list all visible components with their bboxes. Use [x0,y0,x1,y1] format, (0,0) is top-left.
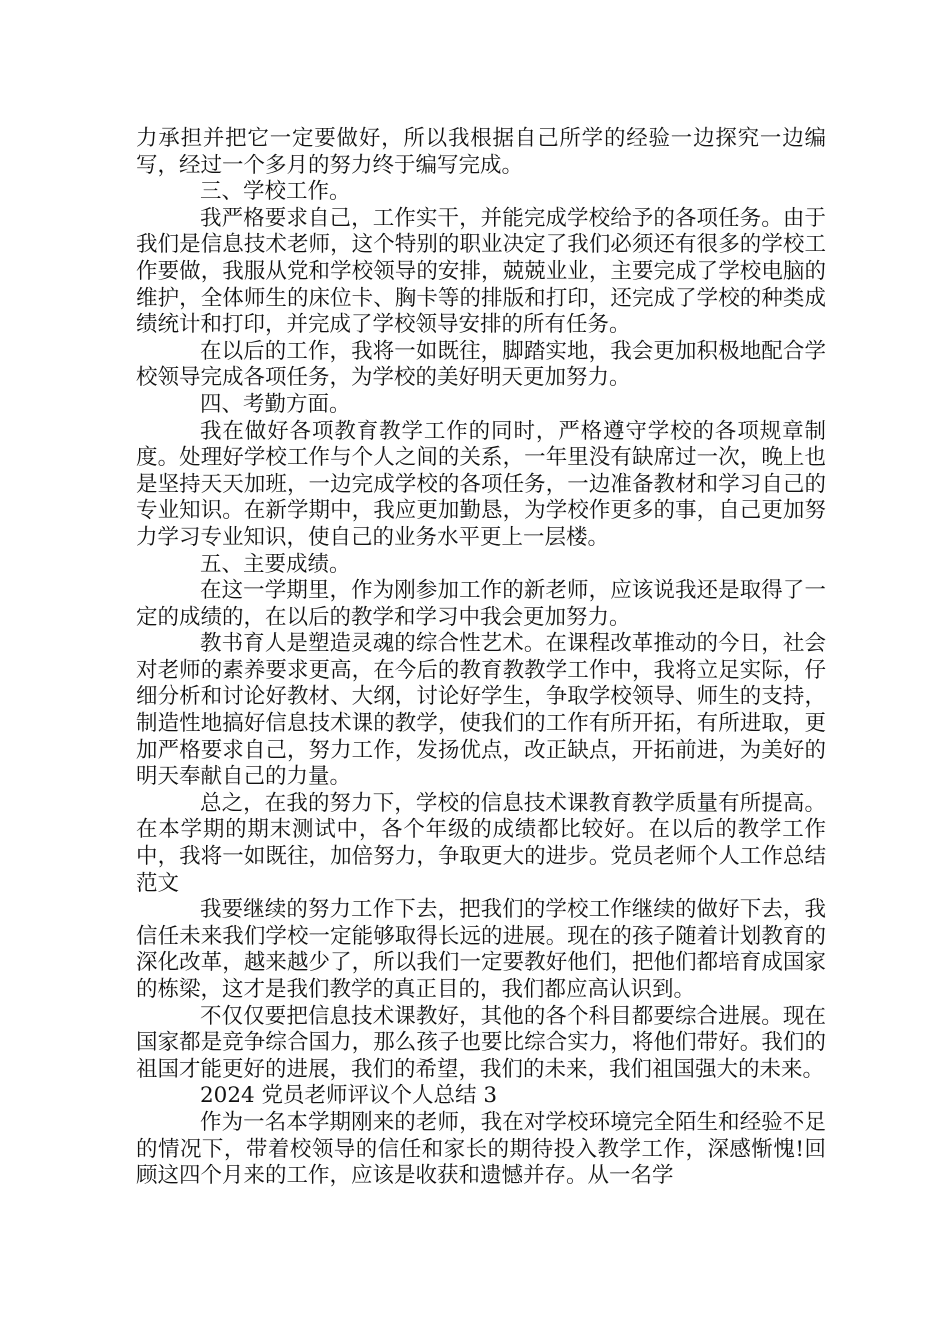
paragraph-5: 在这一学期里，作为刚参加工作的新老师，应该说我还是取得了一定的成绩的，在以后的教学和学习中我会更加努力。 [136,578,826,630]
section-title-summary-3: 2024 党员老师评议个人总结 3 [200,1083,498,1109]
section-heading-achievements: 五、主要成绩。 [200,551,351,577]
paragraph-7: 总之，在我的努力下，学校的信息技术课教育教学质量有所提高。在本学期的期末测试中，各个年级的成绩都比较好。在以后的教学工作中，我将一如既往，加倍努力，争取更大的进步。党员老师个人工作总结范文 [136,790,826,896]
paragraph-4: 我在做好各项教育教学工作的同时，严格遵守学校的各项规章制度。处理好学校工作与个人之间的关系，一年里没有缺席过一次，晚上也是坚持天天加班，一边完成学校的各项任务，一边准备教材和学习自己的专业知识。在新学期中，我应更加勤恳，为学校作更多的事，自己更加努力学习专业知识，使自己的业务水平更上一层楼。 [136,418,826,550]
section-heading-school-work: 三、学校工作。 [200,179,351,205]
paragraph-10: 作为一名本学期刚来的老师，我在对学校环境完全陌生和经验不足的情况下，带着校领导的信任和家长的期待投入教学工作，深感惭愧!回顾这四个月来的工作，应该是收获和遗憾并存。从一名学 [136,1109,826,1189]
paragraph-8: 我要继续的努力工作下去，把我们的学校工作继续的做好下去，我信任未来我们学校一定能够取得长远的进展。现在的孩子随着计划教育的深化改革，越来越少了，所以我们一定要教好他们，把他们都培育成国家的栋梁，这才是我们教学的真正目的，我们都应高认识到。 [136,897,826,1002]
document-body [136,126,826,1190]
paragraph-9: 不仅仅要把信息技术课教好，其他的各个科目都要综合进展。现在国家都是竞争综合国力，那么孩子也要比综合实力，将他们带好。我们的祖国才能更好的进展，我们的希望，我们的未来，我们祖国强大的未来。 [136,1003,826,1082]
paragraph-1: 力承担并把它一定要做好，所以我根据自己所学的经验一边探究一边编写，经过一个多月的努力终于编写完成。 [136,126,826,178]
section-heading-attendance: 四、考勤方面。 [200,391,351,417]
paragraph-3: 在以后的工作，我将一如既往，脚踏实地，我会更加积极地配合学校领导完成各项任务，为学校的美好明天更加努力。 [136,338,826,391]
paragraph-2: 我严格要求自己，工作实干，并能完成学校给予的各项任务。由于我们是信息技术老师，这个特别的职业决定了我们必须还有很多的学校工作要做，我服从党和学校领导的安排，兢兢业业，主要完成了学校电脑的维护，全体师生的床位卡、胸卡等的排版和打印，还完成了学校的种类成绩统计和打印，并完成了学校领导安排的所有任务。 [136,205,826,338]
paragraph-6: 教书育人是塑造灵魂的综合性艺术。在课程改革推动的今日，社会对老师的素养要求更高，在今后的教育教教学工作中，我将立足实际，仔细分析和讨论好教材、大纲，讨论好学生，争取学校领导、师生的支持，制造性地搞好信息技术课的教学，使我们的工作有所开拓，有所进取，更加严格要求自己，努力工作，发扬优点，改正缺点，开拓前进，为美好的明天奉献自己的力量。 [136,631,826,790]
